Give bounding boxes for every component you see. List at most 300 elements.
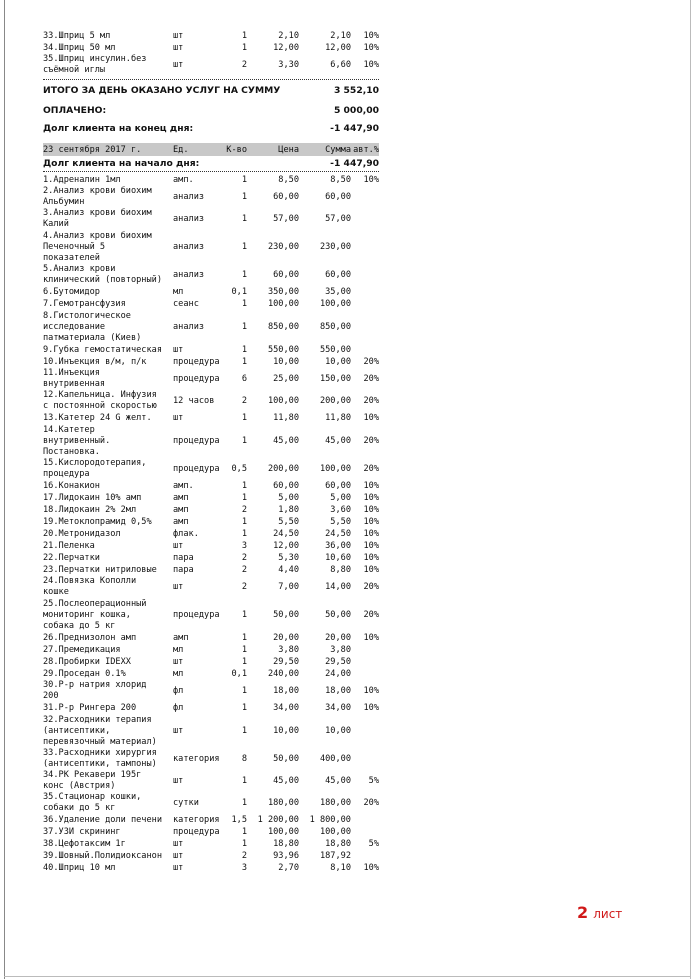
- table-row: [43, 230, 379, 264]
- cell-name: 22.Перчатки: [43, 552, 100, 563]
- cell-qty: 1: [241, 798, 247, 808]
- cell-unit: шт: [173, 413, 184, 423]
- cell-vat: 10%: [363, 565, 379, 575]
- page-border-left: [4, 0, 5, 979]
- table-row: [43, 344, 379, 356]
- cell-vat: 10%: [363, 541, 379, 551]
- cell-unit: флак.: [173, 529, 199, 539]
- paid-value: 5 000,00: [333, 104, 379, 116]
- cell-qty: 1: [241, 657, 247, 667]
- cell-qty: 2: [241, 851, 247, 861]
- cell-price: 100,00: [267, 396, 299, 406]
- cell-qty: 1: [241, 357, 247, 367]
- cell-qty: 0,1: [231, 669, 247, 679]
- table-row: [43, 516, 379, 528]
- cell-unit: мл: [173, 287, 184, 297]
- cell-sum: 5,00: [330, 493, 351, 503]
- table-row: [43, 298, 379, 310]
- table-row: [43, 42, 379, 54]
- cell-qty: 1: [241, 242, 247, 252]
- cell-name: 27.Премедикация: [43, 644, 121, 655]
- cell-vat: 20%: [363, 357, 379, 367]
- cell-name: 24.Повязка Кополли кошке: [43, 576, 137, 597]
- table-row: [43, 264, 379, 286]
- cell-vat: 10%: [363, 529, 379, 539]
- sheet-number-label: [577, 903, 622, 922]
- cell-sum: 187,92: [319, 851, 351, 861]
- cell-sum: 8,10: [330, 863, 351, 873]
- cell-vat: 10%: [363, 43, 379, 53]
- cell-qty: 1: [241, 43, 247, 53]
- cell-sum: 57,00: [325, 214, 351, 224]
- cell-name: 32.Расходники терапия (антисептики, перевязочный материал): [43, 714, 157, 747]
- cell-qty: 1: [241, 827, 247, 837]
- header-date: 23 сентября 2017 г.: [43, 144, 142, 155]
- cell-vat: 10%: [363, 413, 379, 423]
- cell-sum: 11,80: [325, 413, 351, 423]
- cell-sum: 14,00: [325, 582, 351, 592]
- cell-qty: 1: [241, 436, 247, 446]
- cell-unit: амп: [173, 633, 189, 643]
- table-row: [43, 528, 379, 540]
- cell-qty: 1: [241, 726, 247, 736]
- cell-name: 1.Адреналин 1мл: [43, 174, 121, 185]
- paid-row: [43, 101, 379, 119]
- header-price: Цена: [278, 144, 299, 155]
- table-row: [43, 30, 379, 42]
- cell-unit: процедура: [173, 610, 220, 620]
- cell-price: 240,00: [267, 669, 299, 679]
- cell-unit: анализ: [173, 270, 205, 280]
- cell-unit: процедура: [173, 436, 220, 446]
- cell-qty: 1: [241, 839, 247, 849]
- cell-price: 60,00: [273, 270, 299, 280]
- table-row: [43, 492, 379, 504]
- cell-name: 5.Анализ крови клинический (повторный): [43, 264, 162, 285]
- table-row: [43, 826, 379, 838]
- cell-unit: шт: [173, 43, 184, 53]
- cell-qty: 1: [241, 610, 247, 620]
- cell-unit: шт: [173, 776, 184, 786]
- cell-price: 93,96: [273, 851, 299, 861]
- cell-price: 100,00: [267, 299, 299, 309]
- cell-price: 10,00: [273, 357, 299, 367]
- cell-sum: 100,00: [319, 827, 351, 837]
- table-row: [43, 480, 379, 492]
- cell-sum: 45,00: [325, 436, 351, 446]
- cell-unit: анализ: [173, 242, 205, 252]
- cell-qty: 1: [241, 633, 247, 643]
- cell-unit: процедура: [173, 374, 220, 384]
- cell-unit: амп.: [173, 175, 194, 185]
- cell-vat: 10%: [363, 505, 379, 515]
- cell-qty: 2: [241, 505, 247, 515]
- cell-unit: процедура: [173, 464, 220, 474]
- cell-name: 33.Шприц 5 мл: [43, 30, 111, 41]
- cell-unit: амп: [173, 493, 189, 503]
- cell-sum: 45,00: [325, 776, 351, 786]
- day-total-value: 3 552,10: [333, 85, 379, 96]
- cell-price: 12,00: [273, 541, 299, 551]
- cell-vat: 10%: [363, 60, 379, 70]
- cell-name: 19.Метоклопрамид 0,5%: [43, 516, 152, 527]
- cell-sum: 36,00: [325, 541, 351, 551]
- cell-sum: 24,00: [325, 669, 351, 679]
- cell-unit: мл: [173, 645, 184, 655]
- table-row: [43, 714, 379, 748]
- header-sum: Сумма: [325, 144, 351, 155]
- cell-price: 60,00: [273, 192, 299, 202]
- cell-vat: 10%: [363, 493, 379, 503]
- cell-qty: 2: [241, 60, 247, 70]
- cell-name: 25.Послеоперационный мониторинг кошка, собака до 5 кг: [43, 598, 147, 631]
- cell-name: 14.Катетер внутривенный. Постановка.: [43, 424, 111, 457]
- table-row: [43, 632, 379, 644]
- cell-qty: 2: [241, 396, 247, 406]
- cell-name: 6.Бутомидор: [43, 286, 100, 297]
- cell-vat: 10%: [363, 863, 379, 873]
- cell-price: 45,00: [273, 776, 299, 786]
- cell-price: 3,80: [278, 645, 299, 655]
- cell-qty: 8: [241, 754, 247, 764]
- table-row: [43, 424, 379, 458]
- table-row: [43, 680, 379, 702]
- day-header-bar: [43, 143, 379, 156]
- invoice-sheet: [43, 30, 379, 874]
- cell-qty: 2: [241, 582, 247, 592]
- cell-price: 7,00: [278, 582, 299, 592]
- cell-name: 18.Лидокаин 2% 2мл: [43, 504, 137, 515]
- table-row: [43, 598, 379, 632]
- cell-unit: процедура: [173, 827, 220, 837]
- cell-price: 5,00: [278, 493, 299, 503]
- paid-label: ОПЛАЧЕНО:: [43, 104, 107, 116]
- cell-qty: 1: [241, 686, 247, 696]
- cell-sum: 100,00: [319, 299, 351, 309]
- cell-unit: шт: [173, 541, 184, 551]
- cell-price: 60,00: [273, 481, 299, 491]
- day-total-row: [43, 80, 379, 101]
- table-row: [43, 54, 379, 76]
- cell-name: 26.Преднизолон амп: [43, 632, 137, 643]
- sheet-number: 2: [577, 903, 589, 922]
- table-row: [43, 702, 379, 714]
- cell-price: 25,00: [273, 374, 299, 384]
- header-qty: К-во: [226, 144, 247, 155]
- cell-price: 230,00: [267, 242, 299, 252]
- cell-qty: 1,5: [231, 815, 247, 825]
- page-border-bottom: [4, 976, 691, 977]
- cell-unit: амп: [173, 517, 189, 527]
- cell-vat: 10%: [363, 31, 379, 41]
- cell-price: 180,00: [267, 798, 299, 808]
- cell-qty: 1: [241, 517, 247, 527]
- cell-name: 35.Шприц инсулин.без съёмной иглы: [43, 54, 147, 75]
- cell-sum: 850,00: [319, 322, 351, 332]
- cell-price: 8,50: [278, 175, 299, 185]
- cell-qty: 1: [241, 776, 247, 786]
- debt-end-value: -1 447,90: [330, 122, 379, 134]
- cell-qty: 1: [241, 703, 247, 713]
- cell-unit: 12 часов: [173, 396, 215, 406]
- table-row: [43, 504, 379, 516]
- cell-vat: 20%: [363, 464, 379, 474]
- cell-price: 100,00: [267, 827, 299, 837]
- cell-sum: 60,00: [325, 481, 351, 491]
- cell-unit: фл: [173, 686, 184, 696]
- cell-qty: 1: [241, 345, 247, 355]
- cell-vat: 10%: [363, 703, 379, 713]
- cell-name: 4.Анализ крови биохим Печеночный 5 показателей: [43, 230, 152, 263]
- cell-qty: 2: [241, 565, 247, 575]
- cell-name: 37.УЗИ скрининг: [43, 826, 121, 837]
- cell-name: 23.Перчатки нитриловые: [43, 564, 157, 575]
- cell-price: 3,30: [278, 60, 299, 70]
- cell-unit: анализ: [173, 192, 205, 202]
- cell-qty: 1: [241, 493, 247, 503]
- cell-sum: 3,60: [330, 505, 351, 515]
- cell-sum: 400,00: [319, 754, 351, 764]
- cell-sum: 34,00: [325, 703, 351, 713]
- cell-name: 31.Р-р Рингера 200: [43, 702, 137, 713]
- cell-sum: 230,00: [319, 242, 351, 252]
- cell-name: 30.Р-р натрия хлорид 200: [43, 680, 147, 701]
- table-row: [43, 748, 379, 770]
- cell-sum: 18,80: [325, 839, 351, 849]
- cell-qty: 1: [241, 481, 247, 491]
- table-row: [43, 656, 379, 668]
- cell-price: 50,00: [273, 754, 299, 764]
- cell-sum: 10,60: [325, 553, 351, 563]
- cell-vat: 20%: [363, 582, 379, 592]
- debt-start-value: -1 447,90: [330, 158, 379, 169]
- cell-unit: шт: [173, 31, 184, 41]
- cell-price: 50,00: [273, 610, 299, 620]
- cell-name: 21.Пеленка: [43, 540, 95, 551]
- header-unit: Ед.: [173, 144, 189, 155]
- cell-qty: 1: [241, 645, 247, 655]
- table-row: [43, 838, 379, 850]
- cell-qty: 1: [241, 322, 247, 332]
- cell-price: 4,40: [278, 565, 299, 575]
- cell-price: 5,50: [278, 517, 299, 527]
- cell-price: 24,50: [273, 529, 299, 539]
- cell-price: 550,00: [267, 345, 299, 355]
- cell-unit: категория: [173, 815, 220, 825]
- cell-sum: 200,00: [319, 396, 351, 406]
- cell-qty: 1: [241, 175, 247, 185]
- cell-unit: шт: [173, 345, 184, 355]
- debt-start-label: Долг клиента на начало дня:: [43, 158, 200, 169]
- cell-unit: амп.: [173, 481, 194, 491]
- cell-price: 5,30: [278, 553, 299, 563]
- cell-unit: анализ: [173, 322, 205, 332]
- debt-end-row: [43, 119, 379, 137]
- cell-sum: 50,00: [325, 610, 351, 620]
- cell-sum: 29,50: [325, 657, 351, 667]
- cell-name: 13.Катетер 24 G желт.: [43, 412, 152, 423]
- table-row: [43, 792, 379, 814]
- cell-sum: 60,00: [325, 192, 351, 202]
- table-row: [43, 540, 379, 552]
- cell-unit: сеанс: [173, 299, 199, 309]
- cell-name: 17.Лидокаин 10% амп: [43, 492, 142, 503]
- cell-name: 12.Капельница. Инфузия с постоянной скоростью: [43, 390, 157, 411]
- cell-sum: 10,00: [325, 726, 351, 736]
- cell-sum: 550,00: [319, 345, 351, 355]
- cell-name: 2.Анализ крови биохим Альбумин: [43, 186, 152, 207]
- table-row: [43, 208, 379, 230]
- cell-qty: 0,5: [231, 464, 247, 474]
- table-row: [43, 644, 379, 656]
- cell-price: 1 200,00: [257, 815, 299, 825]
- cell-sum: 18,00: [325, 686, 351, 696]
- table-row: [43, 770, 379, 792]
- cell-sum: 180,00: [319, 798, 351, 808]
- cell-unit: пара: [173, 565, 194, 575]
- cell-qty: 1: [241, 299, 247, 309]
- cell-name: 3.Анализ крови биохим Калий: [43, 208, 152, 229]
- cell-unit: фл: [173, 703, 184, 713]
- cell-sum: 24,50: [325, 529, 351, 539]
- cell-qty: 1: [241, 529, 247, 539]
- cell-qty: 3: [241, 541, 247, 551]
- cell-sum: 5,50: [330, 517, 351, 527]
- cell-unit: анализ: [173, 214, 205, 224]
- day-items: [43, 174, 379, 874]
- previous-day-items: [43, 30, 379, 76]
- cell-sum: 10,00: [325, 357, 351, 367]
- cell-name: 34.РК Рекавери 195г конс (Австрия): [43, 770, 142, 791]
- cell-sum: 8,80: [330, 565, 351, 575]
- cell-vat: 20%: [363, 436, 379, 446]
- cell-vat: 10%: [363, 633, 379, 643]
- cell-unit: амп: [173, 505, 189, 515]
- cell-vat: 10%: [363, 686, 379, 696]
- cell-unit: шт: [173, 839, 184, 849]
- cell-price: 2,10: [278, 31, 299, 41]
- cell-sum: 6,60: [330, 60, 351, 70]
- cell-price: 18,80: [273, 839, 299, 849]
- cell-sum: 20,00: [325, 633, 351, 643]
- cell-name: 40.Шприц 10 мл: [43, 862, 116, 873]
- cell-sum: 3,80: [330, 645, 351, 655]
- cell-unit: шт: [173, 60, 184, 70]
- cell-vat: 5%: [368, 839, 379, 849]
- cell-sum: 2,10: [330, 31, 351, 41]
- table-row: [43, 186, 379, 208]
- header-vat: авт.%: [353, 144, 379, 155]
- cell-qty: 1: [241, 214, 247, 224]
- cell-unit: сутки: [173, 798, 199, 808]
- table-row: [43, 368, 379, 390]
- cell-vat: 20%: [363, 610, 379, 620]
- cell-vat: 20%: [363, 374, 379, 384]
- cell-vat: 5%: [368, 776, 379, 786]
- cell-qty: 6: [241, 374, 247, 384]
- table-row: [43, 552, 379, 564]
- cell-sum: 100,00: [319, 464, 351, 474]
- cell-qty: 1: [241, 413, 247, 423]
- cell-price: 10,00: [273, 726, 299, 736]
- cell-vat: 10%: [363, 481, 379, 491]
- cell-name: 39.Шовный.Полидиоксанон: [43, 850, 162, 861]
- cell-name: 20.Метронидазол: [43, 528, 121, 539]
- table-row: [43, 412, 379, 424]
- cell-name: 9.Губка гемостатическая: [43, 344, 162, 355]
- table-row: [43, 862, 379, 874]
- cell-price: 20,00: [273, 633, 299, 643]
- cell-name: 33.Расходники хирургия (антисептики, тампоны): [43, 748, 157, 769]
- cell-sum: 1 800,00: [309, 815, 351, 825]
- cell-name: 29.Проседан 0.1%: [43, 668, 126, 679]
- cell-price: 57,00: [273, 214, 299, 224]
- table-row: [43, 458, 379, 480]
- cell-price: 45,00: [273, 436, 299, 446]
- cell-vat: 20%: [363, 798, 379, 808]
- cell-name: 8.Гистологическое исследование патматериала (Киев): [43, 310, 142, 343]
- cell-vat: 10%: [363, 175, 379, 185]
- cell-qty: 2: [241, 553, 247, 563]
- cell-price: 350,00: [267, 287, 299, 297]
- table-row: [43, 668, 379, 680]
- cell-unit: шт: [173, 726, 184, 736]
- table-row: [43, 356, 379, 368]
- cell-price: 18,00: [273, 686, 299, 696]
- cell-price: 850,00: [267, 322, 299, 332]
- cell-name: 28.Пробирки IDEXX: [43, 656, 131, 667]
- cell-name: 38.Цефотаксим 1г: [43, 838, 126, 849]
- cell-price: 1,80: [278, 505, 299, 515]
- cell-unit: мл: [173, 669, 184, 679]
- cell-name: 36.Удаление доли печени: [43, 814, 162, 825]
- cell-name: 15.Кислородотерапия, процедура: [43, 458, 147, 479]
- cell-name: 16.Конакион: [43, 480, 100, 491]
- cell-qty: 1: [241, 31, 247, 41]
- cell-vat: 10%: [363, 553, 379, 563]
- cell-unit: категория: [173, 754, 220, 764]
- cell-name: 10.Инъекция в/м, п/к: [43, 356, 147, 367]
- debt-end-label: Долг клиента на конец дня:: [43, 122, 194, 134]
- cell-qty: 1: [241, 270, 247, 280]
- cell-sum: 60,00: [325, 270, 351, 280]
- cell-name: 7.Гемотрансфузия: [43, 298, 126, 309]
- cell-price: 29,50: [273, 657, 299, 667]
- cell-sum: 12,00: [325, 43, 351, 53]
- table-row: [43, 174, 379, 186]
- table-row: [43, 310, 379, 344]
- debt-start-row: [43, 156, 379, 171]
- table-row: [43, 814, 379, 826]
- page-border-right: [690, 0, 691, 979]
- cell-unit: шт: [173, 582, 184, 592]
- cell-price: 11,80: [273, 413, 299, 423]
- table-row: [43, 576, 379, 598]
- cell-sum: 150,00: [319, 374, 351, 384]
- cell-price: 12,00: [273, 43, 299, 53]
- table-row: [43, 286, 379, 298]
- cell-unit: шт: [173, 657, 184, 667]
- cell-name: 11.Инъекция внутривенная: [43, 368, 106, 389]
- cell-qty: 3: [241, 863, 247, 873]
- cell-unit: процедура: [173, 357, 220, 367]
- table-row: [43, 850, 379, 862]
- cell-sum: 35,00: [325, 287, 351, 297]
- cell-name: 34.Шприц 50 мл: [43, 42, 116, 53]
- table-row: [43, 564, 379, 576]
- cell-vat: 20%: [363, 396, 379, 406]
- cell-unit: шт: [173, 851, 184, 861]
